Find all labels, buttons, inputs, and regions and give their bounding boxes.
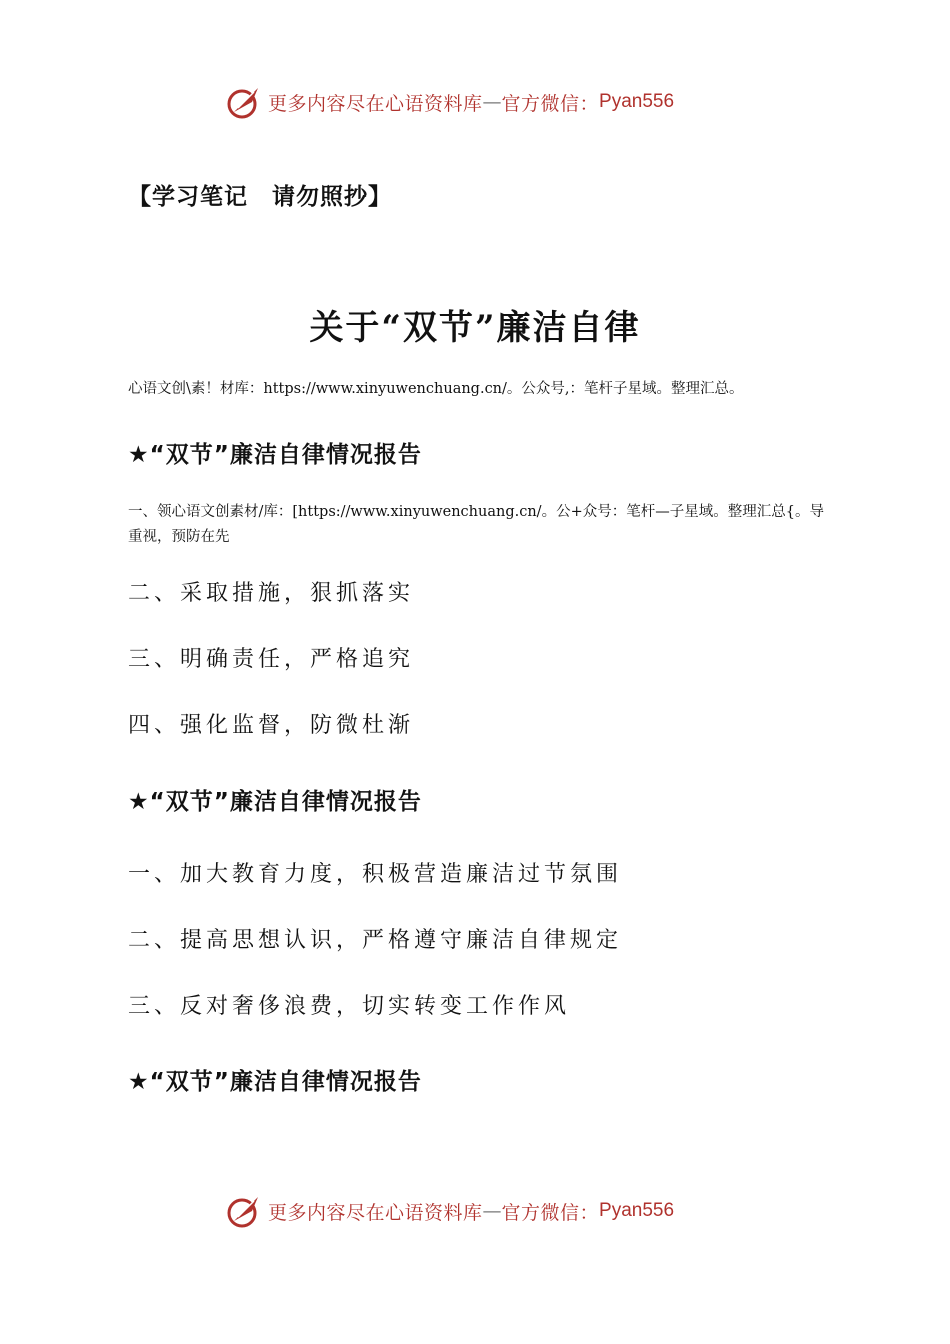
section-heading: ★“双节”廉洁自律情况报告 (128, 442, 422, 468)
banner-text: 更多内容尽在心语资料库 (268, 1201, 483, 1224)
study-note-label: 【学习笔记 请勿照抄】 (128, 184, 392, 210)
list-item: 一、加大教育力度，积极营造廉洁过节氛围 (128, 862, 623, 887)
document-title: 关于“双节”廉洁自律 (309, 308, 641, 348)
footer-banner (224, 1191, 724, 1231)
section-paragraph: 一、领心语文创素材/库：[https://www.xinyuwenchuang.cn/。公+众号：笔杆—子星域。整理汇总{。导重视，预防在先 (128, 504, 824, 545)
list-item: 三、反对奢侈浪费，切实转变工作作风 (128, 994, 571, 1019)
header-banner (224, 82, 724, 122)
banner-wechat-label: 官方微信： (501, 92, 600, 115)
list-item: 四、强化监督，防微杜渐 (128, 713, 415, 738)
section-heading: ★“双节”廉洁自律情况报告 (128, 789, 422, 815)
banner-wechat-label: 官方微信： (501, 1201, 600, 1224)
list-item: 三、明确责任，严格追究 (128, 647, 415, 672)
banner-separator: — (482, 1200, 502, 1222)
quill-logo-icon (224, 1191, 264, 1231)
list-item: 二、采取措施，狠抓落实 (128, 581, 415, 606)
list-item: 二、提高思想认识，严格遵守廉洁自律规定 (128, 928, 623, 953)
source-line: 心语文创\素！材库：https://www.xinyuwenchuang.cn/。公众号,：笔杆子星域。整理汇总。 (128, 381, 744, 397)
section-heading: ★“双节”廉洁自律情况报告 (128, 1069, 422, 1095)
banner-separator: — (482, 91, 502, 113)
quill-logo-icon (224, 82, 264, 122)
banner-wechat-id: Pyan556 (599, 91, 675, 112)
banner-wechat-id: Pyan556 (599, 1200, 675, 1221)
banner-text: 更多内容尽在心语资料库 (268, 92, 483, 115)
